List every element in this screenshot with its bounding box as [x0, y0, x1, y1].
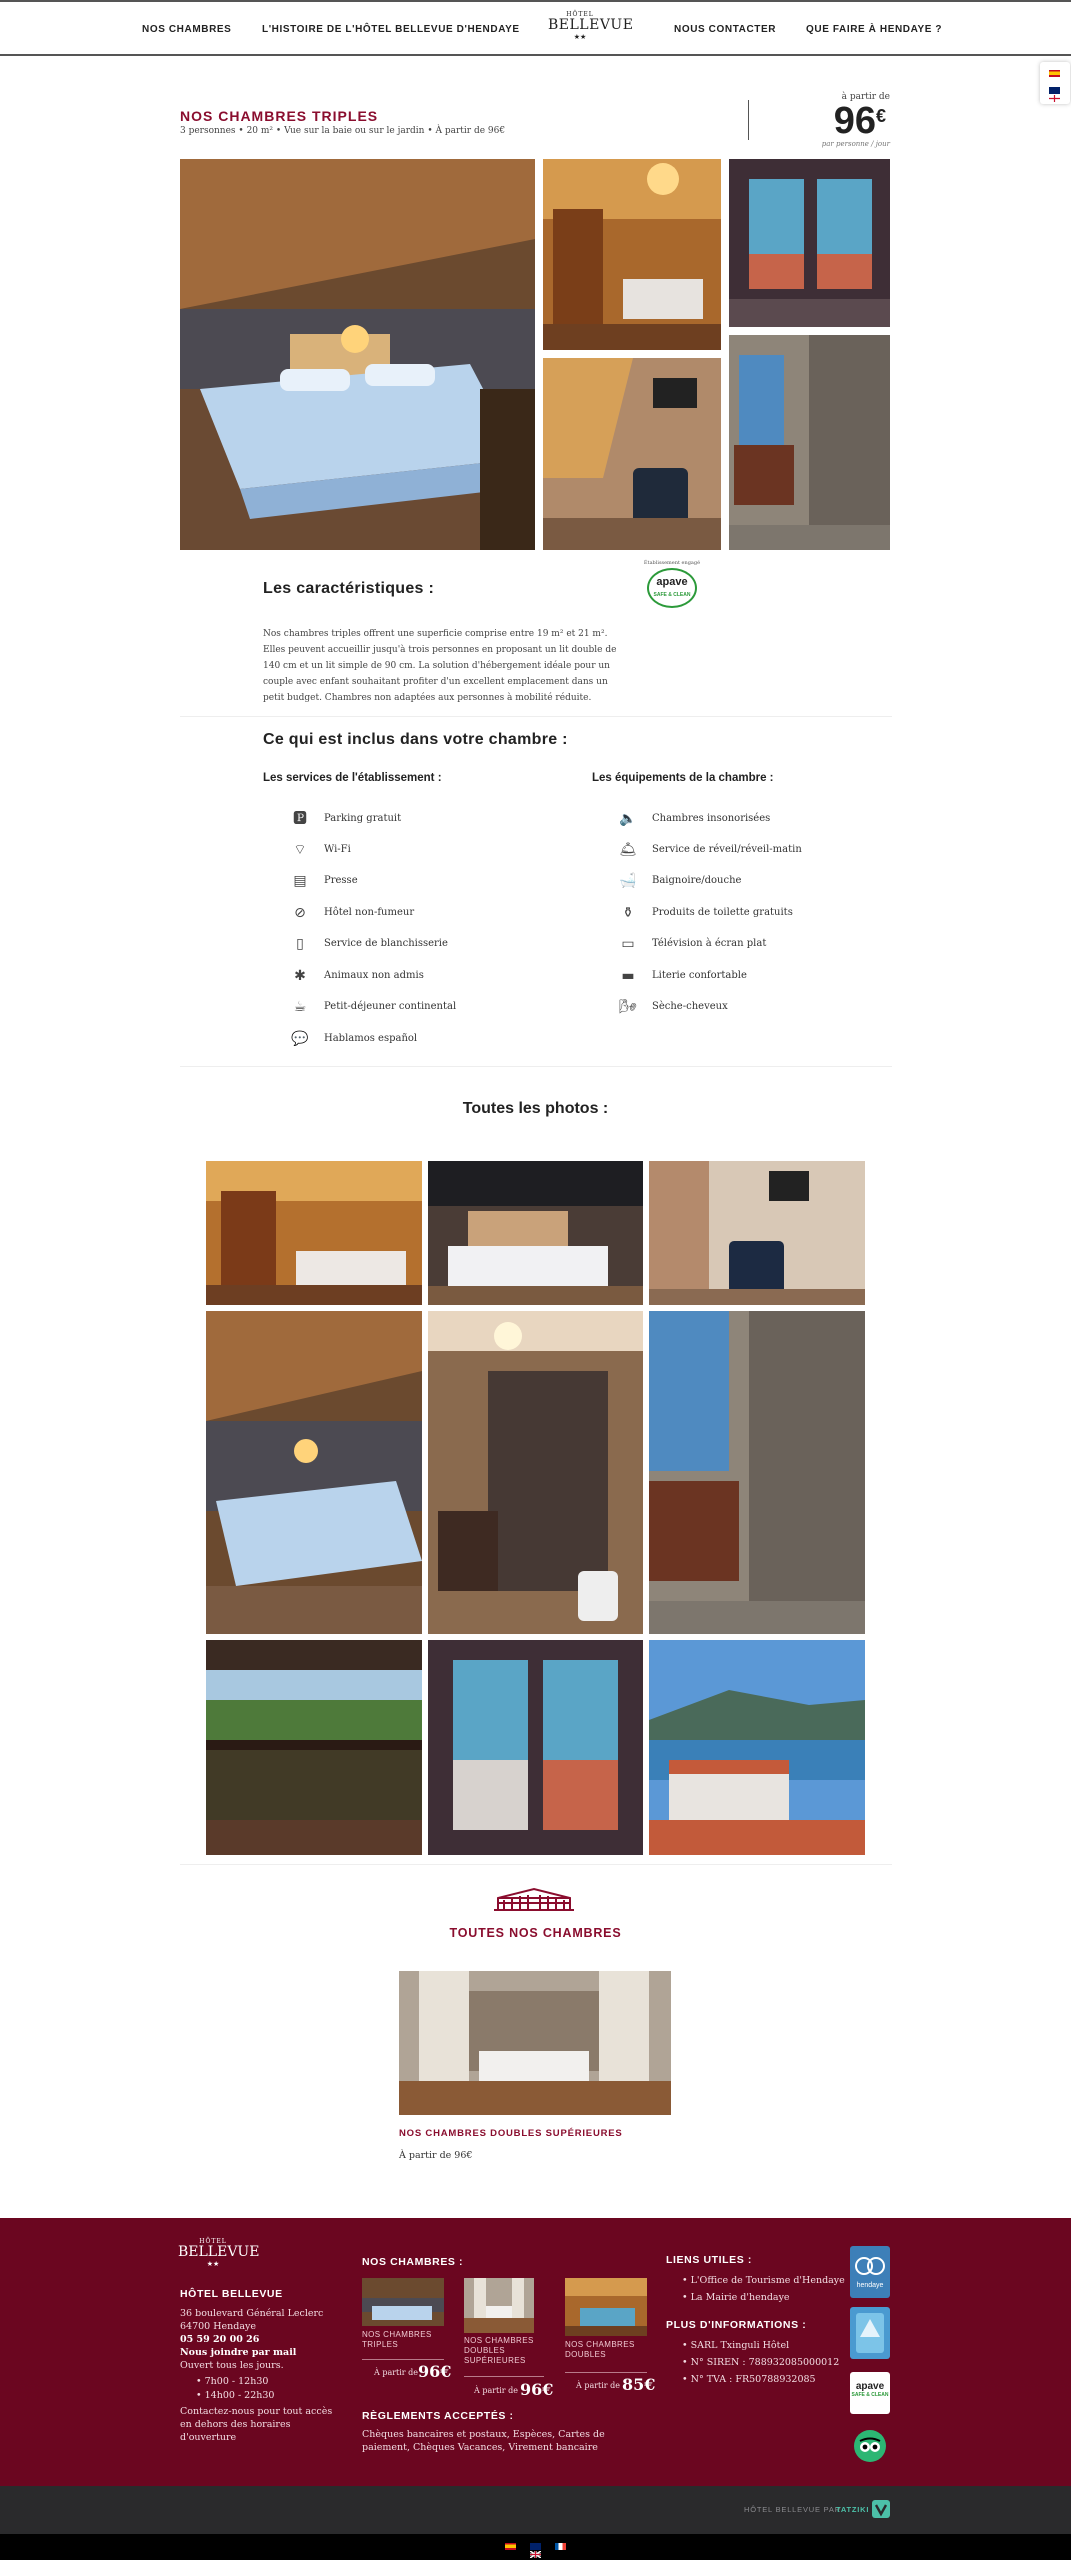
service-label: Hôtel non-fumeur	[324, 907, 415, 918]
footer-phone[interactable]: 05 59 20 00 26	[180, 2334, 260, 2345]
divider	[180, 1066, 892, 1067]
hendaye-logo-text: hendaye	[856, 2282, 884, 2289]
nav-contact[interactable]: NOUS CONTACTER	[674, 24, 777, 35]
footer-mail-link[interactable]: Nous joindre par mail	[180, 2347, 297, 2358]
footer-room-name[interactable]: NOS CHAMBRES DOUBLES SUPÉRIEURES	[464, 2336, 534, 2365]
footer-info-item: • N° SIREN : 788932085000012	[682, 2357, 840, 2368]
divider	[180, 1864, 892, 1865]
hero-photo-main-bedroom[interactable]	[180, 159, 535, 550]
footer-room-price: 96€	[520, 2380, 554, 2399]
header-logo[interactable]	[548, 11, 634, 41]
parking-icon: 🅿	[293, 811, 307, 827]
price-note: par personne / jour	[821, 140, 890, 148]
gallery-photo[interactable]	[428, 1161, 643, 1305]
english-flag-icon[interactable]	[530, 2543, 541, 2550]
logo-hotel-label: HÔTEL	[566, 11, 594, 18]
bathtub-icon: 🛁	[619, 873, 637, 889]
spanish-flag-icon[interactable]	[505, 2543, 516, 2550]
footer-room-from: À partir de	[374, 2368, 419, 2377]
wifi-icon: ⌔	[293, 842, 307, 858]
gallery-photo[interactable]	[428, 1311, 643, 1634]
equipment-label: Service de réveil/réveil-matin	[652, 844, 802, 855]
gallery-photo[interactable]	[428, 1640, 643, 1855]
footer-room-divider	[565, 2372, 647, 2373]
footer-room-price: 96€	[418, 2362, 452, 2381]
divider	[180, 716, 892, 717]
included-heading: Ce qui est inclus dans votre chambre :	[263, 731, 568, 748]
service-label: Hablamos español	[324, 1033, 418, 1044]
footer-payments-heading: RÈGLEMENTS ACCEPTÉS :	[362, 2410, 514, 2422]
footer-hours-afternoon: 14h00 - 22h30	[204, 2390, 275, 2401]
hero-photo-bedroom-wardrobe[interactable]	[543, 159, 721, 350]
english-flag-icon[interactable]	[1049, 87, 1060, 94]
wake-up-bell-icon: 🛎	[619, 842, 637, 858]
footer-info-item: • N° TVA : FR50788932085	[682, 2374, 816, 2385]
logo-name: BELLEVUE	[548, 17, 634, 33]
footer-info-heading: PLUS D'INFORMATIONS :	[666, 2319, 807, 2331]
footer-room-thumb[interactable]	[362, 2278, 444, 2326]
apave-partner-name: apave	[855, 2381, 885, 2392]
footer-link-tourisme[interactable]: L'Office de Tourisme d'Hendaye	[690, 2275, 845, 2286]
french-flag-icon[interactable]	[555, 2543, 566, 2550]
gallery-photo[interactable]	[649, 1640, 865, 1855]
service-label: Presse	[324, 875, 358, 886]
equipment-label: Produits de toilette gratuits	[652, 907, 793, 918]
room-subtitle: 3 personnes • 20 m² • Vue sur la baie ou sur le jardin • À partir de 96€	[180, 126, 506, 136]
price-divider	[748, 100, 749, 140]
apave-partner-sub: SAFE & CLEAN	[851, 2392, 889, 2398]
features-heading: Les caractéristiques :	[263, 580, 435, 597]
footer-hours: • 7h00 - 12h30	[196, 2376, 269, 2387]
footer-logo-name: BELLEVUE	[178, 2244, 260, 2260]
breakfast-icon: ☕	[293, 999, 307, 1015]
footer-room-from: À partir de	[474, 2386, 519, 2395]
logo-stars: ★★	[573, 33, 587, 41]
credit-text: HÔTEL BELLEVUE PAR	[744, 2505, 841, 2514]
footer-room-price: 85€	[622, 2375, 656, 2394]
footer-info-tva: N° TVA : FR50788932085	[690, 2374, 816, 2385]
soundproof-icon: 🔈	[619, 811, 637, 827]
footer-link[interactable]: • L'Office de Tourisme d'Hendaye	[682, 2275, 845, 2286]
service-label: Wi-Fi	[324, 844, 351, 855]
footer-room-thumb[interactable]	[464, 2278, 534, 2333]
footer-logo-hotel: HÔTEL	[199, 2238, 227, 2245]
badge-sub: SAFE & CLEAN	[653, 592, 691, 598]
language-switcher	[1040, 62, 1070, 104]
footer-links-heading: LIENS UTILES :	[666, 2254, 752, 2266]
footer-room-thumb[interactable]	[565, 2278, 647, 2336]
gallery-photo[interactable]	[206, 1161, 422, 1305]
badge-name: apave	[656, 576, 688, 588]
gallery-photo[interactable]	[649, 1161, 865, 1305]
toiletries-icon: ⚱	[622, 905, 634, 921]
bed-icon: ▬	[621, 968, 635, 984]
service-label: Service de blanchisserie	[324, 938, 448, 949]
gallery-heading: Toutes les photos :	[462, 1100, 609, 1117]
service-label: Parking gratuit	[324, 813, 402, 824]
no-smoking-icon: ⊘	[294, 905, 306, 921]
room-price: 96	[833, 100, 876, 142]
room-title: NOS CHAMBRES TRIPLES	[180, 108, 379, 124]
footer-room-from: À partir de	[576, 2381, 621, 2390]
footer-address-line2: 64700 Hendaye	[180, 2321, 256, 2332]
equipment-heading: Les équipements de la chambre :	[592, 772, 774, 784]
credit-brand[interactable]: TATZIKI	[836, 2505, 870, 2514]
footer-link[interactable]: • La Mairie d'hendaye	[682, 2292, 790, 2303]
laundry-icon: ▯	[296, 936, 304, 952]
equipment-label: Chambres insonorisées	[652, 813, 771, 824]
footer-payments-text: Chèques bancaires et postaux, Espèces, Cartes de paiement, Chèques Vacances, Virement bancaire	[362, 2429, 605, 2453]
footer-hours-morning: 7h00 - 12h30	[204, 2376, 269, 2387]
hairdryer-icon: 🌬	[619, 999, 637, 1015]
footer-room-name[interactable]: NOS CHAMBRES TRIPLES	[362, 2330, 432, 2349]
gallery-photo[interactable]	[649, 1311, 865, 1634]
bottom-language-bar	[0, 2534, 1071, 2560]
room-card-title[interactable]: NOS CHAMBRES DOUBLES SUPÉRIEURES	[399, 2128, 623, 2139]
footer-hotel-name: HÔTEL BELLEVUE	[180, 2288, 283, 2300]
footer-room-divider	[362, 2359, 444, 2360]
footer-logo-stars: ★★	[206, 2260, 220, 2268]
gallery-photo[interactable]	[206, 1311, 422, 1634]
footer	[0, 2218, 1071, 2486]
services-heading: Les services de l'établissement :	[263, 772, 442, 784]
apave-safe-clean-badge	[642, 560, 702, 610]
room-card-price: À partir de 96€	[399, 2150, 473, 2161]
badge-top-text: Établissement engagé	[643, 560, 701, 566]
footer-info-company: SARL Txinguli Hôtel	[690, 2340, 790, 2351]
newspaper-icon: ▤	[293, 873, 307, 889]
top-navigation	[0, 0, 1071, 56]
footer-info-item: • SARL Txinguli Hôtel	[682, 2340, 790, 2351]
hendaye-partner-logo[interactable]	[850, 2246, 890, 2298]
hero-photo-bathroom[interactable]	[729, 335, 890, 550]
service-label: Petit-déjeuner continental	[324, 1001, 457, 1012]
footer-hours: • 14h00 - 22h30	[196, 2390, 275, 2401]
gallery-photo[interactable]	[206, 1640, 422, 1855]
footer-link-mairie[interactable]: La Mairie d'hendaye	[690, 2292, 790, 2303]
room-price-currency: €	[876, 106, 887, 126]
speech-bubble-icon: 💬	[291, 1031, 309, 1047]
footer-address-line1: 36 boulevard Général Leclerc	[180, 2308, 324, 2319]
hotel-facade-icon	[490, 1886, 578, 1912]
price-from-label: à partir de	[841, 92, 890, 102]
hero-photo-armchair-tv[interactable]	[543, 358, 721, 550]
tourism-partner-badge[interactable]	[850, 2307, 890, 2359]
features-text: Nos chambres triples offrent une superficie comprise entre 19 m² et 21 m². Elles peuvent accueillir jusqu'à trois personnes en proposant un lit double de 140 cm et un lit simple de 90 cm. La solution d'hébergement idéale pour un couple avec enfant souhaitant profiter d'un excellent emplacement dans un petit budget. Chambres non adaptées aux personnes à mobilité réduite.	[263, 629, 617, 703]
footer-contact-note: Contactez-nous pour tout accès en dehors des horaires d'ouverture	[180, 2406, 333, 2443]
nav-histoire[interactable]: L'HISTOIRE DE L'HÔTEL BELLEVUE D'HENDAYE	[262, 24, 520, 35]
footer-open-days: Ouvert tous les jours.	[180, 2360, 284, 2371]
spanish-flag-icon[interactable]	[1049, 70, 1060, 77]
footer-room-divider	[464, 2376, 544, 2377]
apave-partner-badge[interactable]	[850, 2372, 890, 2414]
nav-que-faire[interactable]: QUE FAIRE À HENDAYE ?	[806, 24, 943, 35]
equipment-label: Sèche-cheveux	[652, 1001, 728, 1012]
equipment-label: Literie confortable	[652, 970, 747, 981]
service-label: Animaux non admis	[324, 970, 424, 981]
all-rooms-heading: TOUTES NOS CHAMBRES	[449, 1926, 622, 1940]
tripadvisor-icon[interactable]	[854, 2430, 886, 2462]
nav-nos-chambres[interactable]: NOS CHAMBRES	[142, 24, 232, 35]
room-card-photo[interactable]	[399, 1971, 671, 2115]
sub-footer	[0, 2486, 1071, 2534]
tatziki-logo-icon[interactable]	[872, 2500, 890, 2518]
footer-info-siren: N° SIREN : 788932085000012	[690, 2357, 840, 2368]
equipment-label: Baignoire/douche	[652, 875, 742, 886]
hero-photo-window-view[interactable]	[729, 159, 890, 327]
equipment-label: Télévision à écran plat	[652, 938, 767, 949]
pet-icon: ✱	[294, 968, 306, 984]
footer-rooms-heading: NOS CHAMBRES :	[362, 2256, 464, 2268]
footer-logo[interactable]	[178, 2238, 260, 2268]
tv-icon: ▭	[621, 936, 635, 952]
footer-room-name[interactable]: NOS CHAMBRES DOUBLES	[565, 2340, 635, 2359]
